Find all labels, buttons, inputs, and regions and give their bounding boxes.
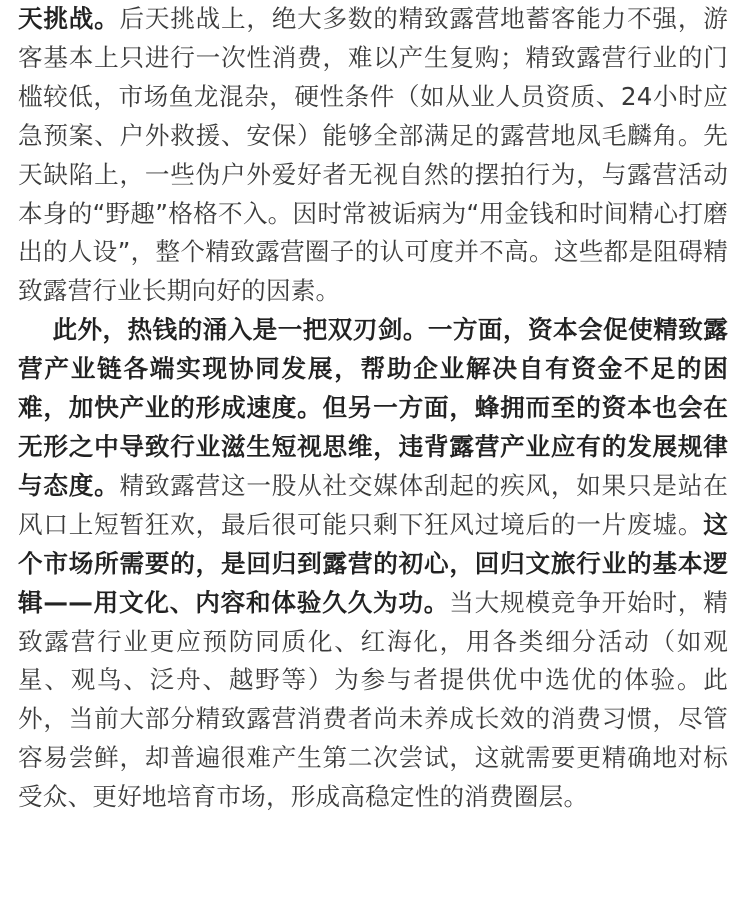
paragraph-hot-money [18,311,728,817]
body-text: 当大规模竞争开始时，精致露营行业更应预防同质化、红海化，用各类细分活动（如观星、观鸟、泛舟、越野等）为参与者提供优中选优的体验。此外，当前大部分精致露营消费者尚未养成长效的消费习惯，尽管容易尝鲜，却普遍很难产生第二次尝试，这就需要更精确地对标受众、更好地培育市场，形成高稳定性的消费圈层。 [18,587,728,812]
body-text: 精致露营这一股从社交媒体刮起的疾风，如果只是站在风口上短暂狂欢，最后很可能只剩下狂风过境后的一片废墟。 [18,470,728,539]
bold-text: 这个市场所需要的，是回归到露营的初心，回归文旅行业的基本逻辑——用文化、内容和体验久久为功。 [18,509,728,617]
bold-text: 天挑战。 [18,4,120,33]
paragraph-challenges [18,0,728,311]
bold-text: 此外，热钱的涌入是一把双刃剑。一方面，资本会促使精致露营产业链各端实现协同发展，帮助企业解决自有资金不足的困难，加快产业的形成速度。但另一方面，蜂拥而至的资本也会在无形之中导致行业滋生短视思维，违背露营产业应有的发展规律与态度。 [18,315,728,500]
body-text: 后天挑战上，绝大多数的精致露营地蓄客能力不强，游客基本上只进行一次性消费，难以产生复购；精致露营行业的门槛较低，市场鱼龙混杂，硬性条件（如从业人员资质、24小时应急预案、户外救援、安保）能够全部满足的露营地凤毛麟角。先天缺陷上，一些伪户外爱好者无视自然的摆拍行为，与露营活动本身的“野趣”格格不入。因时常被诟病为“用金钱和时间精心打磨出的人设”，整个精致露营圈子的认可度并不高。这些都是阻碍精致露营行业长期向好的因素。 [18,4,728,306]
